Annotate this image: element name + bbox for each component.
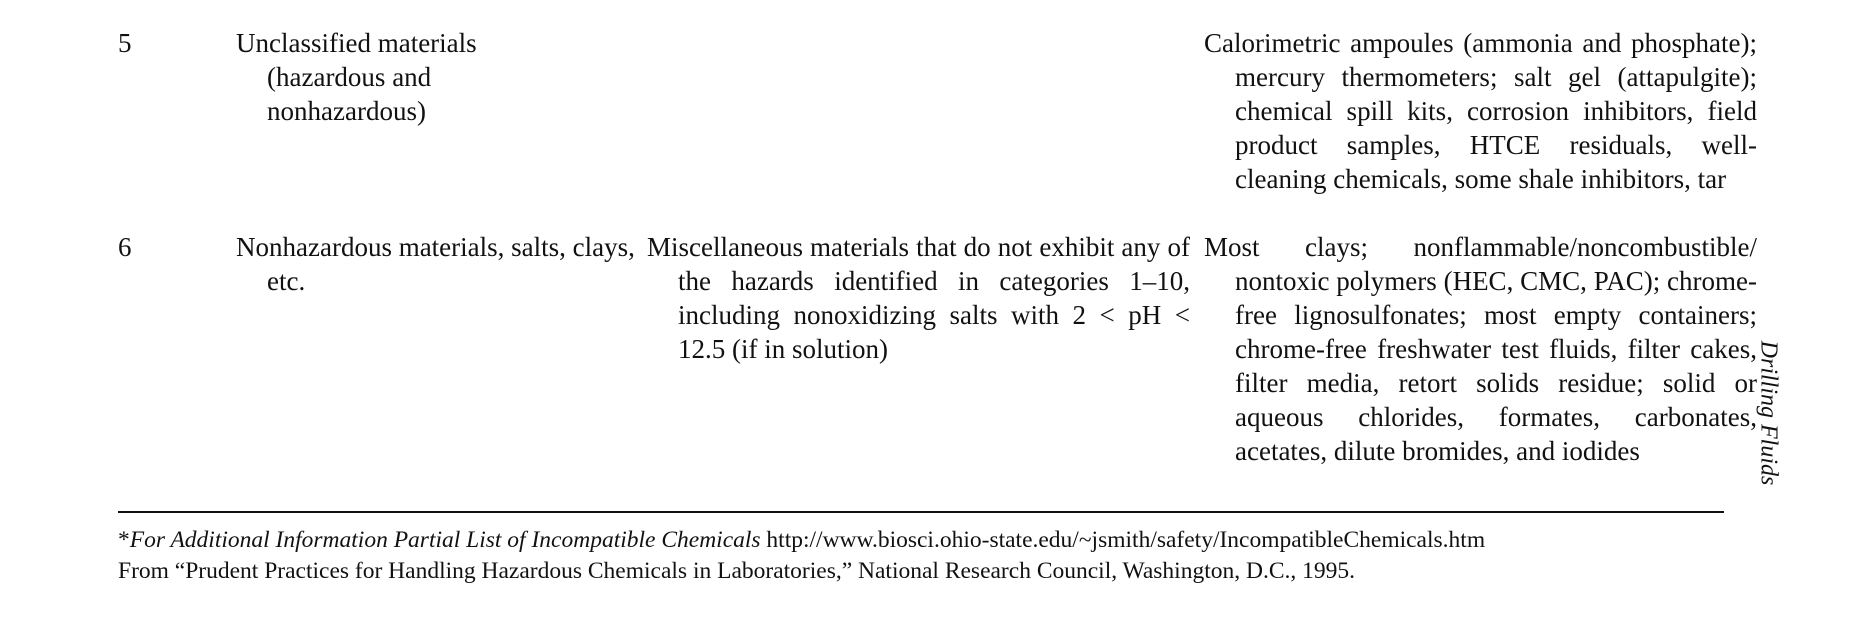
- row-6-category: Nonhazardous materials, salts, clays, etc.: [236, 232, 635, 296]
- footnote-italic-title: For Additional Information Partial List of Incompatible Chemicals: [129, 527, 761, 553]
- footnote-source: From “Prudent Practices for Handling Hazardous Chemicals in Laboratories,” National Research Council, Washington, D.C., 1995.: [118, 558, 1356, 584]
- row-5-number: 5: [118, 28, 132, 58]
- row-6-description: Miscellaneous materials that do not exhibit any of the hazards identified in categories 1–10, including nonoxidizing salts with 2 < pH < 12.5 (if in solution): [647, 232, 1190, 364]
- row-6-examples: Most clays; nonflammable/noncombustible/ nontoxic polymers (HEC, CMC, PAC); chrome-free lignosulfonates; most empty containers; chrome-free freshwater test fluids, filter cakes, filter media, retort solids residue; solid or aqueous chlorides, formates, carbonates, acetates, dilute bromides, and iodides: [1204, 232, 1757, 466]
- row-5-category: Unclassified materials (hazardous and nonhazardous): [236, 28, 477, 126]
- footnote-reference: [118, 525, 1485, 555]
- running-head: Drilling Fluids: [1755, 340, 1782, 486]
- row-5-examples: Calorimetric ampoules (ammonia and phosphate); mercury thermometers; salt gel (attapulgite); chemical spill kits, corrosion inhibitors, field product samples, HTCE residuals, well-cleaning chemicals, some shale inhibitors, tar: [1204, 28, 1757, 194]
- footnote-url[interactable]: http://www.biosci.ohio-state.edu/~jsmith/safety/IncompatibleChemicals.htm: [766, 527, 1486, 553]
- row-6-number: 6: [118, 232, 132, 262]
- table-bottom-rule: [118, 511, 1724, 513]
- footnote-asterisk: *: [118, 527, 130, 553]
